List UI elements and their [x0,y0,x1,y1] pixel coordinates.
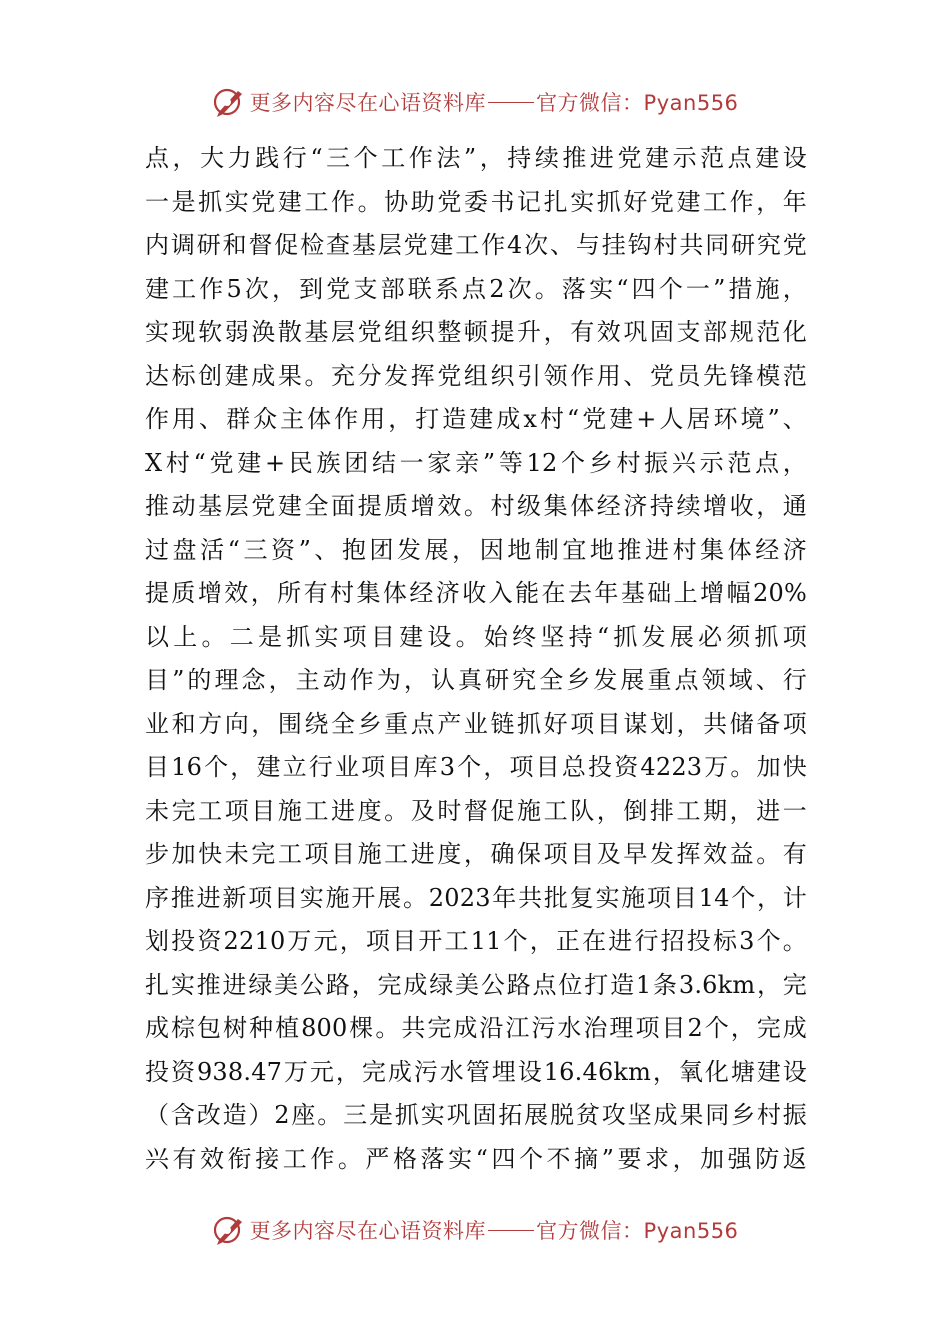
body-text-line: 未完工项目施工进度。及时督促施工队，倒排工期，进一 [145,796,807,825]
banner-text-left: 更多内容尽在心语资料库 [249,1219,487,1243]
body-text-line: 作用、群众主体作用，打造建成x村“党建+人居环境”、 [145,405,807,433]
body-text-line: 序推进新项目实施开展。2023年共批复实施项目14个，计 [145,883,807,912]
body-text-line: 目”的理念，主动作为，认真研究全乡发展重点领域、行 [145,666,807,694]
body-text-line: （含改造）2座。三是抓实巩固拓展脱贫攻坚成果同乡村振 [145,1101,807,1129]
body-text-line: 建工作5次，到党支部联系点2次。落实“四个一”措施， [145,274,807,303]
body-text-line: 兴有效衔接工作。严格落实“四个不摘”要求，加强防返 [145,1144,807,1173]
body-text-line: 步加快未完工项目施工进度，确保项目及早发挥效益。有 [145,840,807,868]
body-text-line: X村“党建+民族团结一家亲”等12个乡村振兴示范点， [145,448,807,477]
body-text-line: 一是抓实党建工作。协助党委书记扎实抓好党建工作，年 [145,187,807,216]
body-text-line: 投资938.47万元，完成污水管埋设16.46km，氧化塘建设 [145,1057,807,1086]
header-banner [0,82,950,122]
document-body [145,137,807,1181]
body-text-line: 成棕包树种植800棵。共完成沿江污水治理项目2个，完成 [145,1014,807,1042]
banner-separator [488,1230,534,1231]
footer-banner [0,1210,950,1250]
body-text-line: 提质增效，所有村集体经济收入能在去年基础上增幅20% [145,579,807,607]
banner-text-left: 更多内容尽在心语资料库 [249,91,487,115]
body-text-line: 达标创建成果。充分发挥党组织引领作用、党员先锋模范 [145,361,807,390]
banner-separator [488,102,534,103]
body-text-line: 目16个，建立行业项目库3个，项目总投资4223万。加快 [145,753,807,781]
body-text-line: 实现软弱涣散基层党组织整顿提升，有效巩固支部规范化 [145,318,807,346]
body-text-line: 点，大力践行“三个工作法”，持续推进党建示范点建设 [145,144,807,172]
body-text-line: 划投资2210万元，项目开工11个，正在进行招投标3个。 [145,927,807,955]
body-text-line: 以上。二是抓实项目建设。始终坚持“抓发展必须抓项 [145,622,807,651]
body-text-line: 内调研和督促检查基层党建工作4次、与挂钩村共同研究党 [145,231,807,259]
body-text-line: 过盘活“三资”、抱团发展，因地制宜地推进村集体经济 [145,535,807,564]
banner-text-right: 官方微信：Pyan556 [536,1219,739,1243]
pen-logo-icon [212,1213,246,1247]
body-text-line: 业和方向，围绕全乡重点产业链抓好项目谋划，共储备项 [145,709,807,738]
pen-logo-icon [212,85,246,119]
body-text-line: 扎实推进绿美公路，完成绿美公路点位打造1条3.6km，完 [145,970,807,999]
banner-text-right: 官方微信：Pyan556 [536,91,739,115]
body-text-line: 推动基层党建全面提质增效。村级集体经济持续增收，通 [145,492,807,520]
